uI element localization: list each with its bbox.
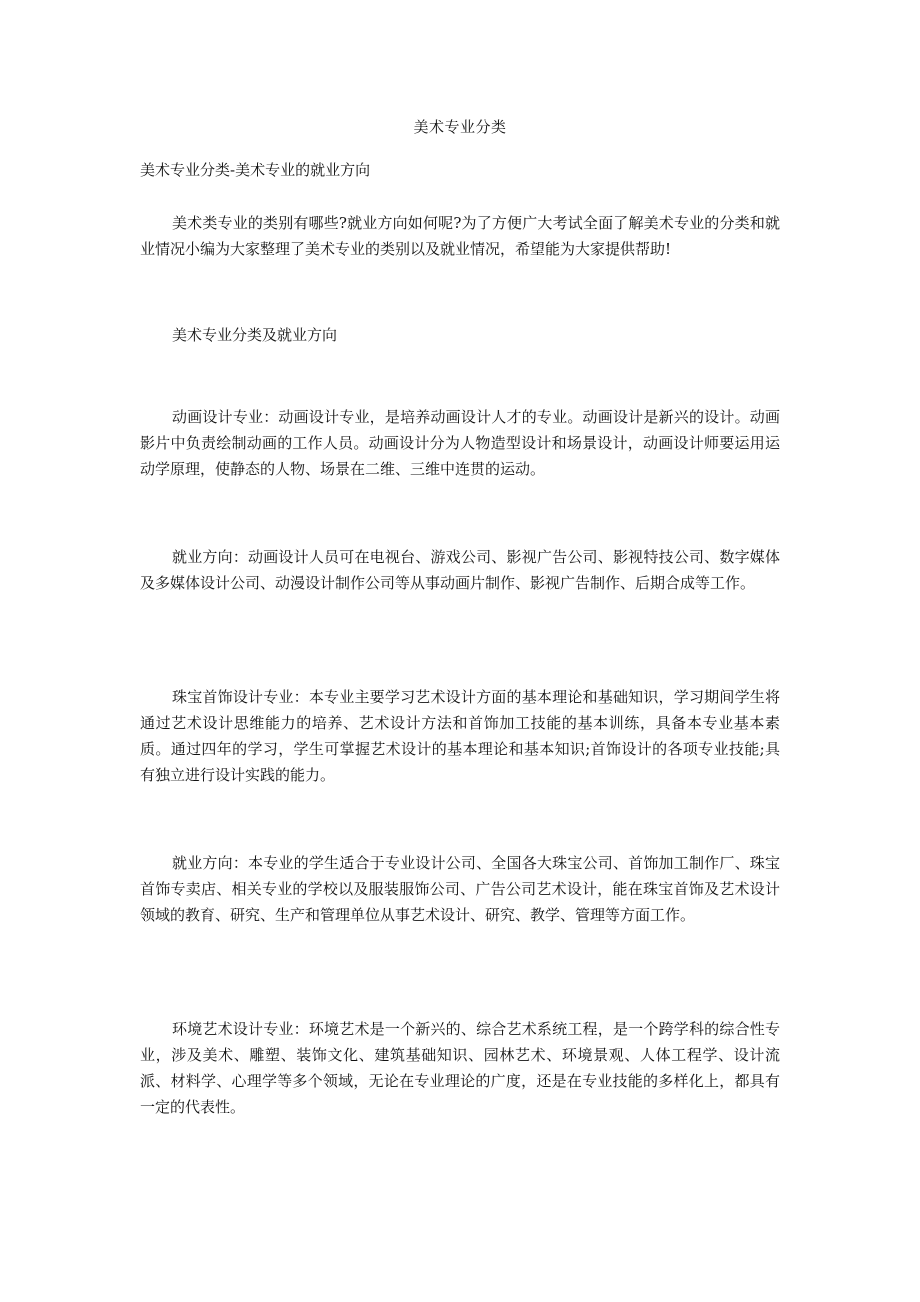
jewelry-major-paragraph: 珠宝首饰设计专业：本专业主要学习艺术设计方面的基本理论和基础知识，学习期间学生将通过艺术设计思维能力的培养、艺术设计方法和首饰加工技能的基本训练，具备本专业基本素质。通过四年的学习，学生可掌握艺术设计的基本理论和基本知识;首饰设计的各项专业技能;具有独立进行设计实践的能力。 xyxy=(140,688,780,784)
intro-paragraph: 美术类专业的类别有哪些?就业方向如何呢?为了方便广大考试全面了解美术专业的分类和就业情况小编为大家整理了美术专业的类别以及就业情况，希望能为大家提供帮助! xyxy=(140,214,780,258)
animation-major-paragraph: 动画设计专业：动画设计专业，是培养动画设计人才的专业。动画设计是新兴的设计。动画影片中负责绘制动画的工作人员。动画设计分为人物造型设计和场景设计，动画设计师要运用运动学原理，使静态的人物、场景在二维、三维中连贯的运动。 xyxy=(140,408,780,478)
environment-major-paragraph: 环境艺术设计专业：环境艺术是一个新兴的、综合艺术系统工程，是一个跨学科的综合性专业，涉及美术、雕塑、装饰文化、建筑基础知识、园林艺术、环境景观、人体工程学、设计流派、材料学、心理学等多个领域，无论在专业理论的广度，还是在专业技能的多样化上，都具有一定的代表性。 xyxy=(140,1020,780,1116)
animation-jobs-paragraph: 就业方向：动画设计人员可在电视台、游戏公司、影视广告公司、影视特技公司、数字媒体及多媒体设计公司、动漫设计制作公司等从事动画片制作、影视广告制作、后期合成等工作。 xyxy=(140,548,780,592)
document-title: 美术专业分类 xyxy=(413,118,507,136)
document-subtitle: 美术专业分类-美术专业的就业方向 xyxy=(140,161,371,179)
jewelry-jobs-paragraph: 就业方向：本专业的学生适合于专业设计公司、全国各大珠宝公司、首饰加工制作厂、珠宝首饰专卖店、相关专业的学校以及服装服饰公司、广告公司艺术设计，能在珠宝首饰及艺术设计领域的教育、研究、生产和管理单位从事艺术设计、研究、教学、管理等方面工作。 xyxy=(140,854,780,924)
section-heading: 美术专业分类及就业方向 xyxy=(172,326,338,344)
